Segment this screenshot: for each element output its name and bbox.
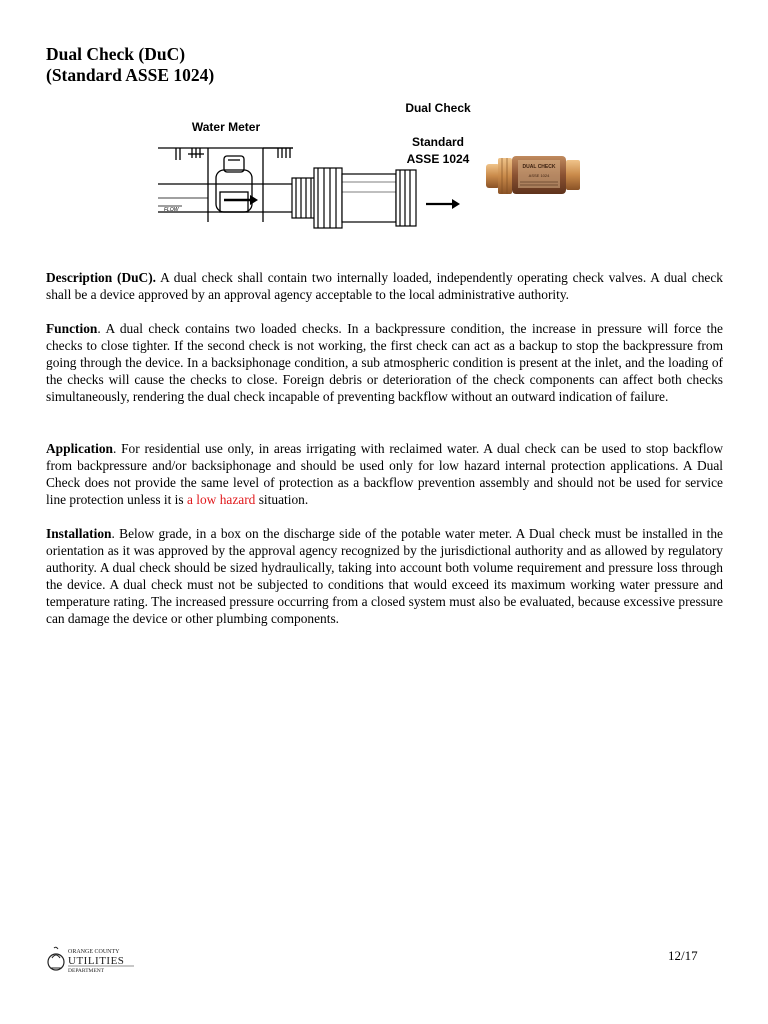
function-text: . A dual check contains two loaded checks. In a backpressure condition, the increase in pressure will force the checks to close tighter. If the second check is not working, the first check can act as a backup to stop the backpressure from going through the device. In a backsiphonage condition, a sub atmospheric condition is present at the inlet, and the loading of the checks will cause the checks to close. Foreign debris or deterioration of the check components can affect both checks simultaneously, rendering the dual check incapable of preventing backflow without an outward indication of failure.: [46, 321, 723, 404]
document-title: [46, 44, 214, 86]
page-number: 12/17: [668, 948, 698, 963]
application-text-end: situation.: [255, 492, 309, 507]
logo-line-2: UTILITIES: [68, 955, 125, 967]
title-line-1: Dual Check (DuC): [46, 44, 186, 64]
application-paragraph: [46, 440, 723, 508]
application-heading: Application: [46, 441, 113, 456]
photo-plate-line-1: DUAL CHECK: [522, 164, 556, 170]
installation-heading: Installation: [46, 526, 112, 541]
photo-plate-line-2: ASSE 1024: [528, 173, 550, 178]
installation-paragraph: [46, 525, 723, 627]
function-paragraph: [46, 320, 723, 405]
water-meter-diagram: [158, 142, 468, 242]
asse-label: ASSE 1024: [406, 152, 470, 166]
water-meter-label: Water Meter: [191, 120, 261, 134]
function-heading: Function: [46, 321, 98, 336]
description-text: A dual check shall contain two internally loaded, independently operating check valves. A dual check shall be a device approved by an approval agency acceptable to the local administrative authority.: [46, 270, 724, 302]
dual-check-photo: [484, 150, 584, 200]
low-hazard-highlight: a low hazard: [186, 492, 256, 507]
orange-county-utilities-logo: [46, 944, 136, 976]
application-text: . For residential use only, in areas irrigating with reclaimed water. A dual check can be used to stop backflow from backpressure and/or backsiphonage and should be used only for low hazard internal protection applications. A Dual Check does not provide the same level of protection as a backflow prevention assembly and should not be used for service line protection unless it is: [46, 441, 723, 507]
title-line-2: (Standard ASSE 1024): [46, 65, 215, 85]
installation-text: . Below grade, in a box on the discharge side of the potable water meter. A Dual check must be installed in the orientation as it was approved by the approval agency recognized by the jurisdictional authority and as allowed by regulatory authority. A dual check should be sized hydraulically, taking into account both volume requirement and pressure loss through the device. A dual check must not be subjected to conditions that would exceed its maximum working water pressure and temperature rating. The increased pressure occurring from a closed system must also be evaluated, because excessive pressure can damage the device or other plumbing components.: [46, 526, 723, 626]
logo-line-3: DEPARTMENT: [68, 968, 105, 974]
logo-line-1: ORANGE COUNTY: [68, 949, 120, 955]
dual-check-label: Dual Check: [405, 101, 471, 115]
standard-label: Standard ASSE 1024: [392, 134, 484, 168]
description-heading: Description (DuC).: [46, 270, 157, 285]
description-paragraph: [46, 269, 723, 303]
flow-label: FLOW: [164, 207, 179, 213]
